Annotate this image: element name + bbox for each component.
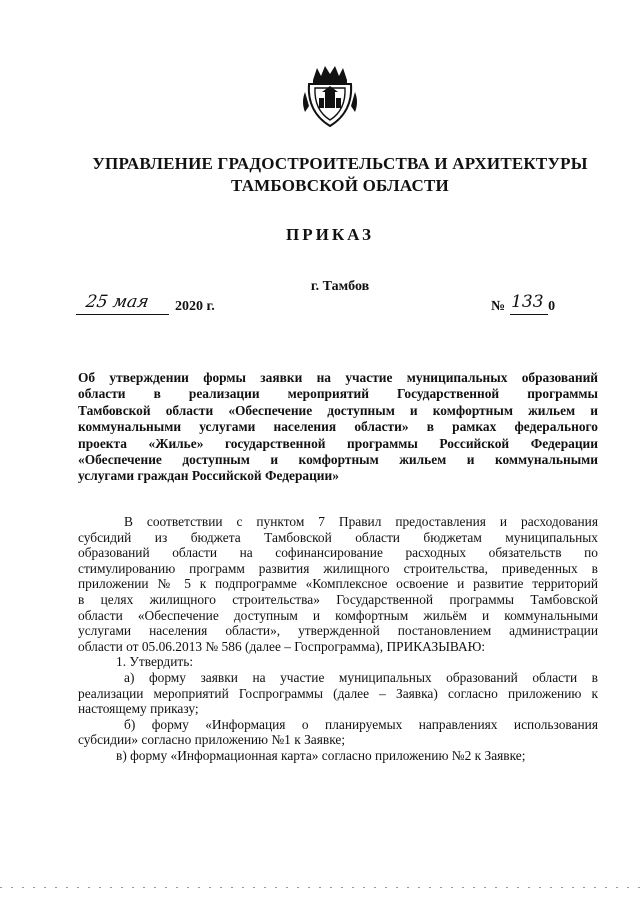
body-line: В соответствии с пунктом 7 Правил предоставления и расходования [124,514,598,529]
subject-line: области в реализации мероприятий Государственной программы [78,386,598,402]
subject-line: услугами граждан Российской Федерации» [78,468,339,484]
organization-name-line2: ТАМБОВСКОЙ ОБЛАСТИ [231,176,449,195]
order-year: 2020 г. [175,299,215,314]
list-item: субсидии» согласно приложению №1 к Заявке; [78,732,346,748]
coat-of-arms-emblem [301,62,359,130]
list-item: б) форму «Информация о планируемых направлениях использования [124,716,598,732]
handwritten-date: 25 мая [84,292,151,312]
scan-artifact-dots [0,886,640,889]
handwritten-number: 133 [511,292,544,312]
body-line: области от 05.06.2013 № 586 (далее – Госпрограмма), ПРИКАЗЫВАЮ: [78,638,486,654]
handwritten-number-field [510,292,548,315]
number-suffix: 0 [548,299,556,314]
list-item-heading: 1. Утвердить: [116,654,194,670]
order-subject [78,370,598,485]
subject-line: «Обеспечение доступным и комфортным жильем и коммунальными [78,452,598,468]
subject-line: Тамбовской области «Обеспечение доступным и комфортным жильем и [78,402,598,418]
city-label: г. Тамбов [310,279,370,294]
subject-line: проекта «Жилье» государственной программы Российской Федерации [78,435,598,451]
body-line: услугами населения области», утвержденной постановлением администрации [78,623,598,639]
handwritten-date-field [76,292,169,315]
subject-line: коммунальными услугами населения области» в рамках федерального [78,419,598,435]
order-number [491,292,556,315]
body-line: приложении № 5 к подпрограмме «Комплексное освоение и развитие территорий [78,576,598,592]
list-item: настоящему приказу; [78,701,199,717]
number-prefix: № [491,299,506,314]
list-item: а) форму заявки на участие муниципальных образований области в [124,669,598,685]
body-line: образований области на софинансирование расходных обязательств по [78,545,598,561]
body-line: субсидий из бюджета Тамбовской области бюджетам муниципальных [78,529,598,545]
organization-name-line1: УПРАВЛЕНИЕ ГРАДОСТРОИТЕЛЬСТВА И АРХИТЕКТУРЫ [92,154,588,173]
list-item: в) форму «Информационная карта» согласно приложению №2 к Заявке; [116,747,526,763]
subject-line: Об утверждении формы заявки на участие муниципальных образований [78,370,598,385]
body-line: области «Обеспечение доступным и комфортным жильём и коммунальными [78,607,598,623]
body-line: стимулированию программ развития жилищного строительства, приведенных в [78,560,598,576]
order-date [76,292,215,315]
document-type-title: ПРИКАЗ [286,225,374,244]
list-item: реализации мероприятий Госпрограммы (далее – Заявка) согласно приложению к [78,685,598,701]
body-line: в целях жилищного строительства» Государственной программы Тамбовской [78,591,598,607]
order-body [78,514,598,764]
